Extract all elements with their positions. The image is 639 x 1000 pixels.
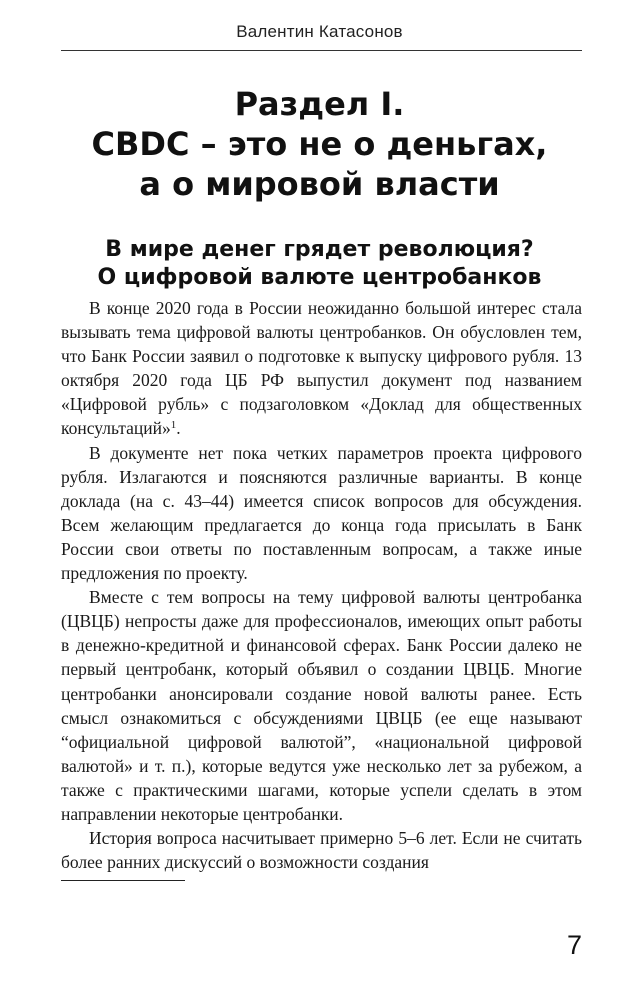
paragraph-end-punct: . — [176, 418, 181, 439]
paragraph: Вместе с тем вопросы на тему цифровой валюты центробанка (ЦВЦБ) непросты даже для профессионалов, имеющих опыт работы в денежно-кредитной и финансовой сферах. Банк России далеко не первый центробанк, который объявил о создании ЦВЦБ. Многие центробанки анонсировали создание новой валюты ранее. Есть смысл ознакомиться с обсуждениями ЦВЦБ (ее еще называют “официальной цифровой валютой”, «национальной цифровой валютой» и т. п.), которые ведутся уже несколько лет за рубежом, а также с практическими шагами, которые успели сделать в этом направлении некоторые центробанки. — [61, 587, 582, 824]
header-rule — [61, 50, 582, 51]
part-title-line: а о мировой власти — [139, 165, 500, 203]
chapter-title-line: О цифровой валюте центробанков — [97, 265, 542, 290]
paragraph — [61, 296, 582, 441]
page-number: 7 — [566, 930, 582, 960]
paragraph-text: В конце 2020 года в России неожиданно большой интерес стала вызывать тема цифровой валюты центробанков. Он обусловлен тем, что Банк России заявил о подготовке к выпуску цифрового рубля. 13 октября 2020 года ЦБ РФ выпустил документ под названием «Цифровой рубль» с подзаголовком «Доклад для общественных консультаций» — [61, 298, 582, 439]
footnote-marker[interactable]: 1 — [170, 419, 177, 432]
running-header: Валентин Катасонов — [236, 22, 403, 41]
part-title-line: CBDC – это не о деньгах, — [91, 125, 548, 163]
body-text — [61, 296, 582, 874]
paragraph: В документе нет пока четких параметров проекта цифрового рубля. Излагаются и поясняются различные варианты. В конце доклада (на с. 43–44) имеется список вопросов для обсуждения. Всем желающим предлагается до конца года присылать в Банк России свои ответы по поставленным вопросам, а также иные предложения по проекту. — [61, 442, 582, 584]
chapter-title-line: В мире денег грядет революция? — [105, 237, 534, 262]
part-title-line: Раздел I. — [234, 85, 405, 123]
chapter-title — [40, 236, 599, 292]
footnote-rule — [61, 880, 185, 881]
paragraph: История вопроса насчитывает примерно 5–6 лет. Если не считать более ранних дискуссий о возможности создания — [61, 828, 582, 873]
part-title — [40, 84, 599, 204]
